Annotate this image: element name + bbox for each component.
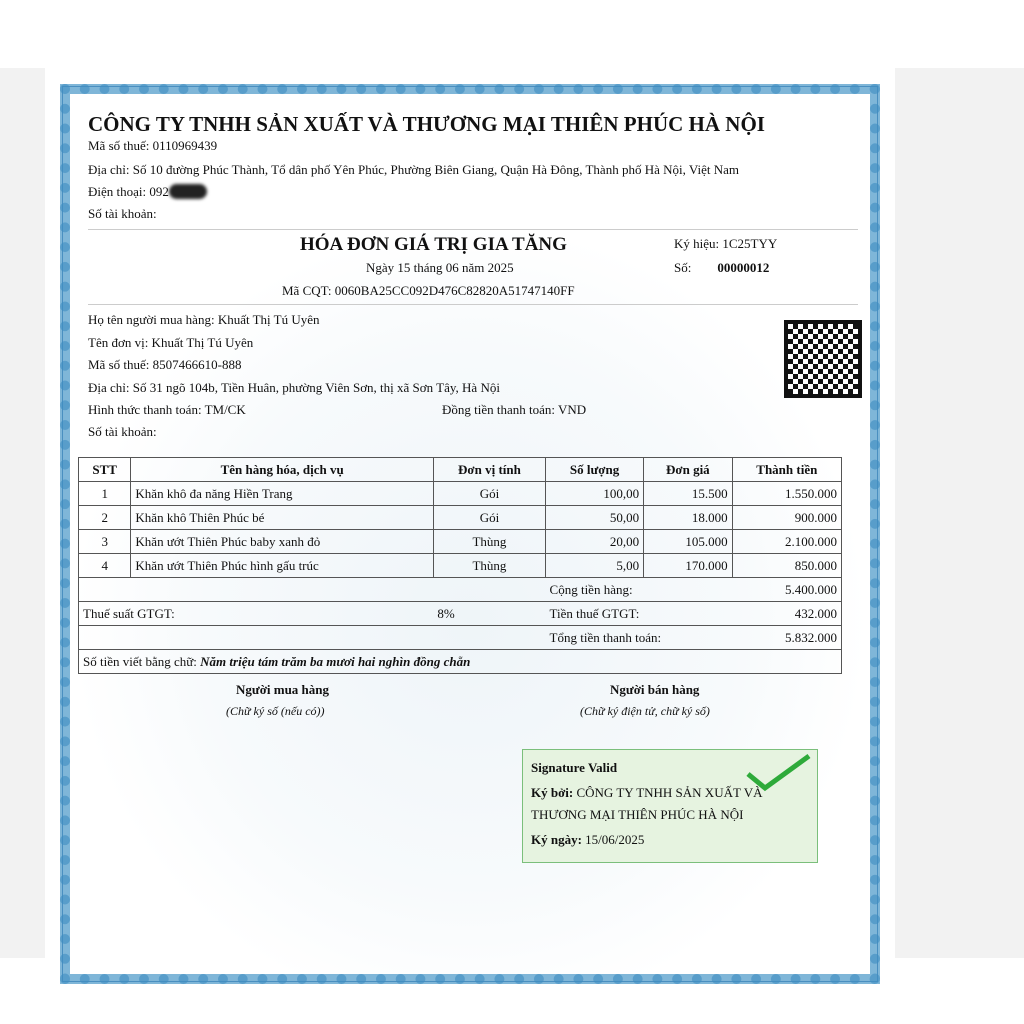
payment-method: Hình thức thanh toán: TM/CK [88, 402, 246, 417]
vat-rate-label: Thuế suất GTGT: [79, 602, 434, 626]
subtotal-label: Cộng tiền hàng: [546, 578, 733, 602]
invoice-date: Ngày 15 tháng 06 năm 2025 [366, 260, 514, 275]
cell: 3 [79, 530, 131, 554]
seller-phone-text: Điện thoại: 092 [88, 184, 169, 199]
divider [88, 229, 858, 230]
invoice-symbol [674, 236, 777, 252]
buyer-signature-title: Người mua hàng [236, 682, 330, 697]
symbol-label: Ký hiệu: [674, 236, 720, 251]
seller-phone [88, 184, 207, 200]
cell: Khăn khô Thiên Phúc bé [131, 506, 434, 530]
signed-by [531, 782, 801, 826]
cell: Khăn khô đa năng Hiền Trang [131, 482, 434, 506]
vat-value: 432.000 [732, 602, 841, 626]
subtotal-row [79, 578, 842, 602]
total-label: Tổng tiền thanh toán: [546, 626, 733, 650]
buyer-tax-code: Mã số thuế: 8507466610-888 [88, 357, 242, 372]
buyer-unit: Tên đơn vị: Khuất Thị Tú Uyên [88, 335, 254, 350]
invoice-title: HÓA ĐƠN GIÁ TRỊ GIA TĂNG [300, 234, 567, 255]
number-value: 00000012 [717, 260, 770, 275]
seller-signature-note: (Chữ ký điện tử, chữ ký số) [580, 704, 710, 718]
signed-date [531, 832, 644, 848]
vat-rate-value: 8% [433, 602, 545, 626]
table-row [79, 506, 842, 530]
words-label: Số tiền viết bằng chữ: [83, 653, 197, 669]
col-qty: Số lượng [546, 458, 644, 482]
buyer-address: Địa chỉ: Số 31 ngõ 104b, Tiền Huân, phường Viên Sơn, thị xã Sơn Tây, Hà Nội [88, 380, 500, 395]
cell: 1 [79, 482, 131, 506]
table-row [79, 482, 842, 506]
buyer-signature-note: (Chữ ký số (nếu có)) [226, 704, 325, 718]
cell: 105.000 [644, 530, 733, 554]
seller-account: Số tài khoản: [88, 206, 157, 221]
seller-name: CÔNG TY TNHH SẢN XUẤT VÀ THƯƠNG MẠI THIÊN PHÚC HÀ NỘI [88, 112, 765, 136]
signed-by-label: Ký bởi: [531, 785, 574, 800]
table-header [79, 458, 842, 482]
col-stt: STT [79, 458, 131, 482]
cell: 5,00 [546, 554, 644, 578]
table-row [79, 554, 842, 578]
digital-signature-box[interactable] [522, 749, 818, 863]
items-table [78, 457, 842, 674]
signature-valid-label: Signature Valid [531, 760, 618, 775]
redaction [169, 184, 208, 199]
total-value: 5.832.000 [732, 626, 841, 650]
cell: 2 [79, 506, 131, 530]
col-amount: Thành tiền [732, 458, 841, 482]
col-unit: Đơn vị tính [433, 458, 545, 482]
cell: 100,00 [546, 482, 644, 506]
cell: Thùng [433, 554, 545, 578]
subtotal-value: 5.400.000 [732, 578, 841, 602]
cell: Khăn ướt Thiên Phúc hình gấu trúc [131, 554, 434, 578]
cell: 1.550.000 [732, 482, 841, 506]
cell: 170.000 [644, 554, 733, 578]
cell: Thùng [433, 530, 545, 554]
qr-code [784, 320, 862, 398]
invoice-frame [60, 84, 880, 984]
cell: 900.000 [732, 506, 841, 530]
symbol-value: 1C25TYY [722, 236, 778, 251]
cell: 2.100.000 [732, 530, 841, 554]
table-row [79, 530, 842, 554]
cell [79, 650, 842, 674]
total-row [79, 626, 842, 650]
cell: Gói [433, 482, 545, 506]
cell [79, 626, 546, 650]
col-price: Đơn giá [644, 458, 733, 482]
cell: 850.000 [732, 554, 841, 578]
invoice-cqt: Mã CQT: 0060BA25CC092D476C82820A51747140FF [282, 283, 575, 298]
buyer-name: Họ tên người mua hàng: Khuất Thị Tú Uyên [88, 312, 320, 327]
signed-by-value: CÔNG TY TNHH SẢN XUẤT VÀ THƯƠNG MẠI THIÊN PHÚC HÀ NỘI [531, 785, 763, 822]
words-row [79, 650, 842, 674]
cell: 4 [79, 554, 131, 578]
divider [88, 304, 858, 305]
currency: Đồng tiền thanh toán: VND [442, 402, 587, 417]
buyer-account: Số tài khoản: [88, 424, 157, 439]
words-value: Năm triệu tám trăm ba mươi hai nghìn đồng chẵn [200, 653, 471, 669]
number-label: Số: [674, 260, 692, 275]
invoice-number [674, 260, 769, 276]
cell: 20,00 [546, 530, 644, 554]
cell: 18.000 [644, 506, 733, 530]
cell: Khăn ướt Thiên Phúc baby xanh đỏ [131, 530, 434, 554]
signed-date-label: Ký ngày: [531, 832, 582, 847]
seller-tax-code: Mã số thuế: 0110969439 [88, 138, 218, 153]
cell [79, 578, 546, 602]
cell: 15.500 [644, 482, 733, 506]
seller-signature-title: Người bán hàng [610, 682, 700, 697]
signed-date-value: 15/06/2025 [585, 832, 645, 847]
seller-address: Địa chỉ: Số 10 đường Phúc Thành, Tổ dân phố Yên Phúc, Phường Biên Giang, Quận Hà Đông, Thành phố Hà Nội, Việt Nam [88, 162, 739, 177]
vat-label: Tiền thuế GTGT: [546, 602, 733, 626]
col-name: Tên hàng hóa, dịch vụ [131, 458, 434, 482]
cell: 50,00 [546, 506, 644, 530]
cell: Gói [433, 506, 545, 530]
vat-row [79, 602, 842, 626]
